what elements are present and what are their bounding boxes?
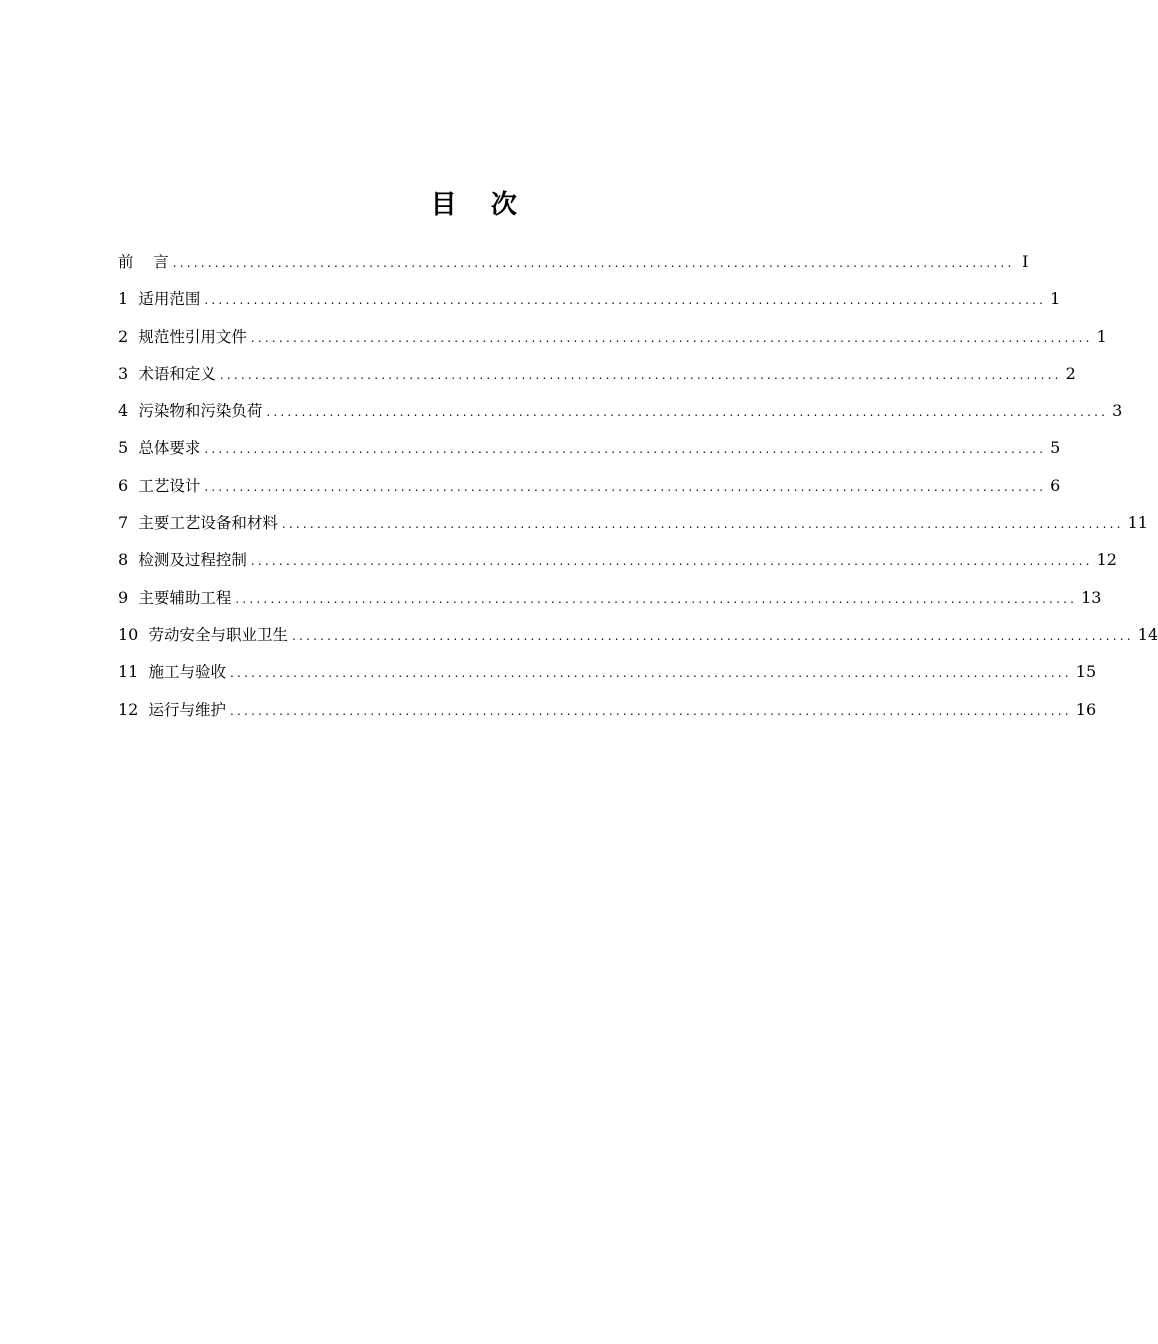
toc-entry-number: 10	[118, 624, 149, 644]
toc-entry[interactable]	[118, 584, 1102, 621]
toc-entry-number: 9	[118, 587, 139, 607]
toc-leader-dots: ........................................................................................................................	[292, 628, 1134, 643]
toc-leader-dots: ........................................................................................................................	[204, 442, 1047, 457]
toc-entry-label: 前 言	[118, 253, 169, 271]
toc-entry-page: 15	[1075, 662, 1097, 682]
toc-leader-dots: ........................................................................................................................	[172, 256, 1015, 270]
toc-entry-label: 劳动安全与职业卫生	[148, 625, 289, 644]
toc-leader-dots: ........................................................................................................................	[230, 666, 1072, 681]
toc-entry-number: 2	[118, 326, 139, 346]
toc-entry-number: 3	[118, 363, 139, 383]
toc-entry[interactable]	[118, 658, 1097, 695]
toc-entry-label: 术语和定义	[138, 364, 216, 383]
toc-entry-page: 1	[1096, 326, 1107, 346]
toc-entry[interactable]	[118, 621, 1158, 658]
toc-entry-label: 污染物和污染负荷	[138, 402, 263, 421]
toc-entry-label: 总体要求	[138, 439, 201, 458]
toc-entry-number: 8	[118, 550, 139, 570]
toc-leader-dots: ........................................................................................................................	[235, 591, 1078, 606]
toc-entry[interactable]	[118, 546, 1117, 583]
toc-leader-dots: ........................................................................................................................	[266, 405, 1109, 420]
toc-entry-label: 检测及过程控制	[138, 551, 247, 570]
toc-entry-label: 运行与维护	[148, 700, 227, 719]
toc-entry[interactable]	[118, 472, 1061, 509]
toc-entry-label: 主要辅助工程	[138, 588, 232, 607]
toc-leader-dots: ........................................................................................................................	[281, 517, 1124, 532]
toc-title: 目 次	[430, 190, 520, 220]
toc-leader-dots: ........................................................................................................................	[219, 367, 1062, 382]
toc-entry[interactable]	[118, 248, 1029, 285]
toc-entry-number: 12	[118, 699, 149, 719]
toc-entry-page: 11	[1127, 513, 1148, 533]
toc-leader-dots: ........................................................................................................................	[204, 293, 1047, 308]
toc-entry-page: 14	[1137, 624, 1158, 644]
toc-leader-dots: ........................................................................................................................	[250, 554, 1093, 569]
toc-entry-page: 3	[1112, 401, 1123, 421]
toc-entry-label: 适用范围	[138, 290, 201, 309]
toc-entry-page: 5	[1050, 438, 1061, 458]
toc-entry-page: I	[1022, 252, 1029, 271]
toc-entry[interactable]	[118, 696, 1097, 733]
toc-entry-page: 2	[1065, 363, 1076, 383]
toc-entry-page: 12	[1096, 550, 1117, 570]
toc-entry[interactable]	[118, 360, 1076, 397]
toc-entry-page: 16	[1075, 699, 1097, 719]
toc-entry-label: 工艺设计	[138, 476, 201, 495]
toc-entry-number: 11	[118, 662, 149, 682]
toc-leader-dots: ........................................................................................................................	[250, 330, 1093, 345]
toc-entry-number: 6	[118, 475, 139, 495]
toc-entry[interactable]	[118, 509, 1148, 546]
toc-entry-label: 主要工艺设备和材料	[138, 514, 278, 533]
toc-entry-page: 13	[1081, 587, 1102, 607]
toc-leader-dots: ........................................................................................................................	[204, 479, 1047, 494]
toc-leader-dots: ........................................................................................................................	[230, 703, 1072, 718]
toc-list	[118, 248, 1158, 733]
toc-entry[interactable]	[118, 285, 1061, 322]
toc-entry-label: 规范性引用文件	[138, 327, 247, 346]
toc-entry[interactable]	[118, 397, 1123, 434]
toc-entry[interactable]	[118, 323, 1107, 360]
toc-entry-page: 6	[1050, 475, 1061, 495]
toc-entry[interactable]	[118, 434, 1061, 471]
toc-entry-number: 7	[118, 513, 139, 533]
toc-entry-number: 4	[118, 401, 139, 421]
toc-entry-number: 1	[118, 289, 139, 309]
toc-entry-number: 5	[118, 438, 139, 458]
toc-entry-page: 1	[1050, 289, 1061, 309]
toc-entry-label: 施工与验收	[148, 663, 227, 682]
